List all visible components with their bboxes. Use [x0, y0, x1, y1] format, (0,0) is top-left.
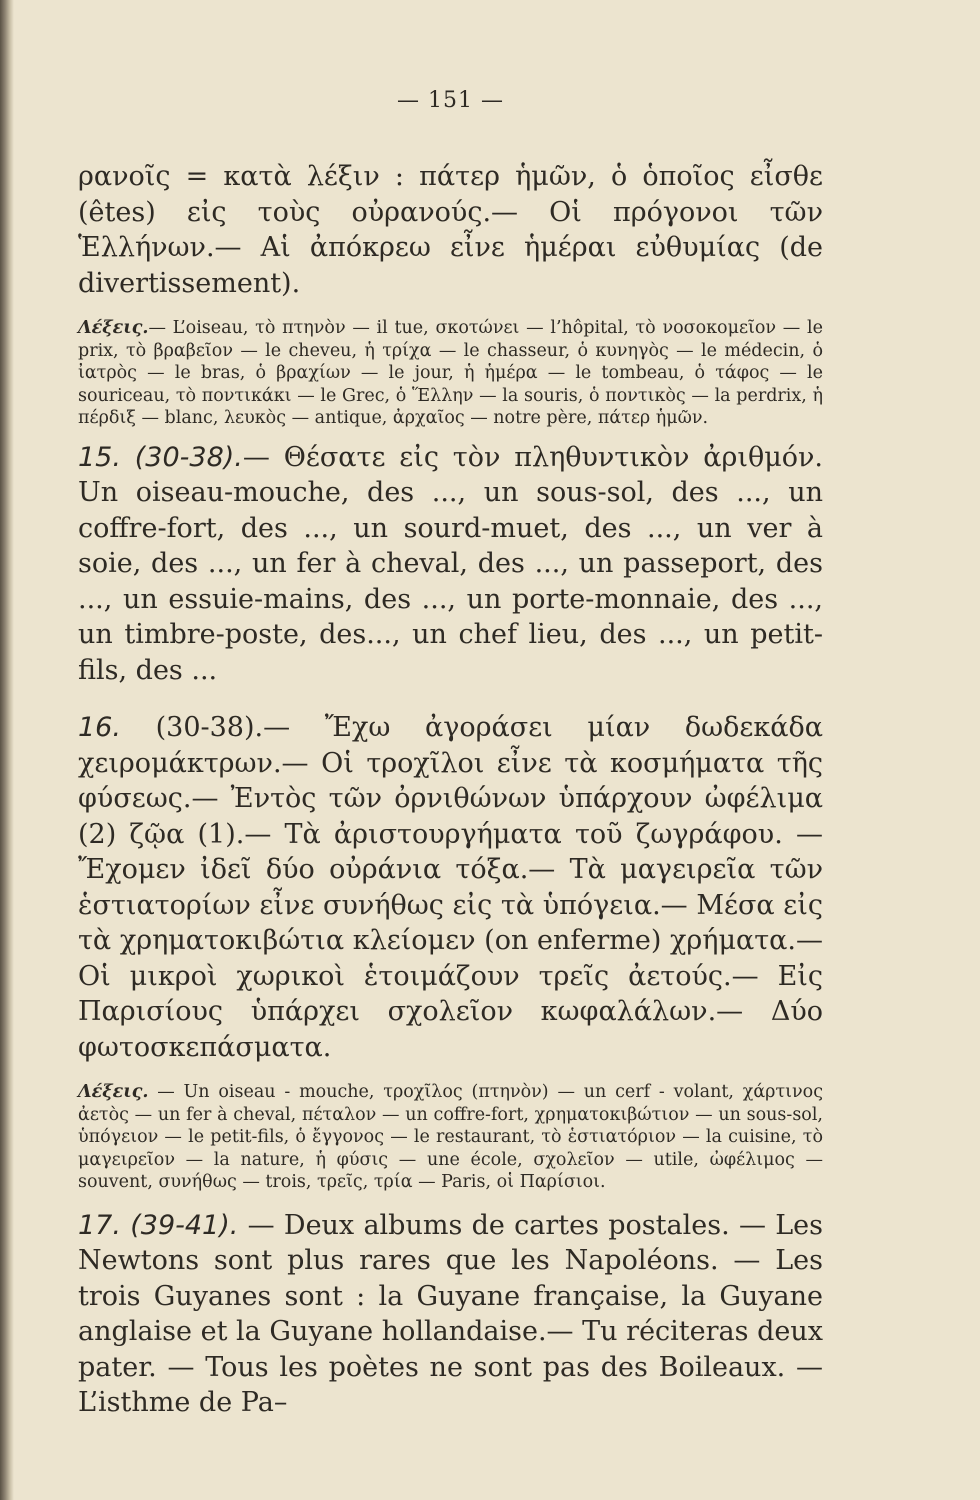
vocabulary-label: Λέξεις. [78, 1082, 149, 1102]
page-number: — 151 — [397, 88, 504, 113]
vocabulary-label: Λέξεις. [78, 318, 149, 338]
page-binding-edge [0, 0, 14, 1500]
vocabulary-text: — Un oiseau - mouche, τροχῖλος (πτηνὸν) — un cerf - volant, χάρτινος ἀετὸς — un fer à cheval, πέταλον — un coffre-fort, χρηματοκιβώτιον — un sous-sol, ὑπόγειον — le petit-fils, ὁ ἔγγονος — le restaurant, τὸ ἑστιατόριον — la cuisine, τὸ μαγειρεῖον — la nature, ἡ φύσις — une école, σχολεῖον — utile, ὠφέλιμος — souvent, συνήθως — trois, τρεῖς, τρία — Paris, οἱ Παρίσιοι. [78, 1082, 823, 1192]
exercise-number: 15. (30-38). [78, 441, 243, 473]
vocabulary-block-1 [78, 317, 823, 430]
exercise-15 [78, 440, 823, 689]
vocabulary-text: — L’oiseau, τὸ πτηνὸν — il tue, σκοτώνει — l’hôpital, τὸ νοσοκομεῖον — le prix, τὸ βραβεῖον — le cheveu, ἡ τρίχα — le chasseur, ὁ κυνηγὸς — le médecin, ὁ ἰατρὸς — le bras, ὁ βραχίων — le jour, ἡ ἡμέρα — le tombeau, ὁ τάφος — le souriceau, τὸ ποντικάκι — le Grec, ὁ Ἕλλην — la souris, ὁ ποντικὸς — la perdrix, ἡ πέρδιξ — blanc, λευκὸς — antique, ἀρχαῖος — notre père, πάτερ ἡμῶν. [78, 318, 823, 428]
exercise-16 [78, 710, 823, 1065]
book-page [78, 80, 823, 1421]
vocabulary-block-2 [78, 1081, 823, 1194]
exercise-text: — Deux albums de cartes postales. — Les Newtons sont plus rares que les Napoléons. — Les trois Guyanes sont : la Guyane française, la Guyane anglaise et la Guyane hollandaise.— Tu réciteras deux pater. — Tous les poètes ne sont pas des Boileaux. — L’isthme de Pa– [78, 1209, 823, 1418]
exercise-17 [78, 1208, 823, 1421]
intro-paragraph: ρανοῖς = κατὰ λέξιν : πάτερ ἡμῶν, ὁ ὁποῖος εἶσθε (êtes) εἰς τοὺς οὐρανούς.— Οἱ πρόγονοι τῶν Ἑλλήνων.— Αἱ ἀπόκρεω εἶνε ἡμέραι εὐθυμίας (de divertissement). [78, 161, 823, 299]
exercise-text: (30-38).— Ἔχω ἀγοράσει μίαν δωδεκάδα χειρομάκτρων.— Οἱ τροχῖλοι εἶνε τὰ κοσμήματα τῆς φύσεως.— Ἐντὸς τῶν ὀρνιθώνων ὑπάρχουν ὠφέλιμα (2) ζῷα (1).— Τὰ ἀριστουργήματα τοῦ ζωγράφου. — Ἔχομεν ἰδεῖ δύο οὐράνια τόξα.— Τὰ μαγειρεῖα τῶν ἑστιατορίων εἶνε συνήθως εἰς τὰ ὑπόγεια.— Μέσα εἰς τὰ χρηματοκιβώτια κλείομεν (on enferme) χρήματα.— Οἱ μικροὶ χωρικοὶ ἑτοιμάζουν τρεῖς ἀετούς.— Εἰς Παρισίους ὑπάρχει σχολεῖον κωφαλάλων.— Δύο φωτοσκεπάσματα. [78, 712, 823, 1063]
exercise-number: 16. [78, 712, 121, 743]
exercise-number: 17. (39-41). [78, 1209, 239, 1241]
exercise-text: — Θέσατε εἰς τὸν πληθυντικὸν ἀριθμόν. Un oiseau-mouche, des ..., un sous-sol, des ..., un coffre-fort, des ..., un sourd-muet, des ..., un ver à soie, des ..., un fer à cheval, des ..., un passeport, des ..., un essuie-mains, des ..., un porte-monnaie, des ..., un timbre-poste, des..., un chef lieu, des ..., un petit-fils, des ... [78, 441, 823, 686]
